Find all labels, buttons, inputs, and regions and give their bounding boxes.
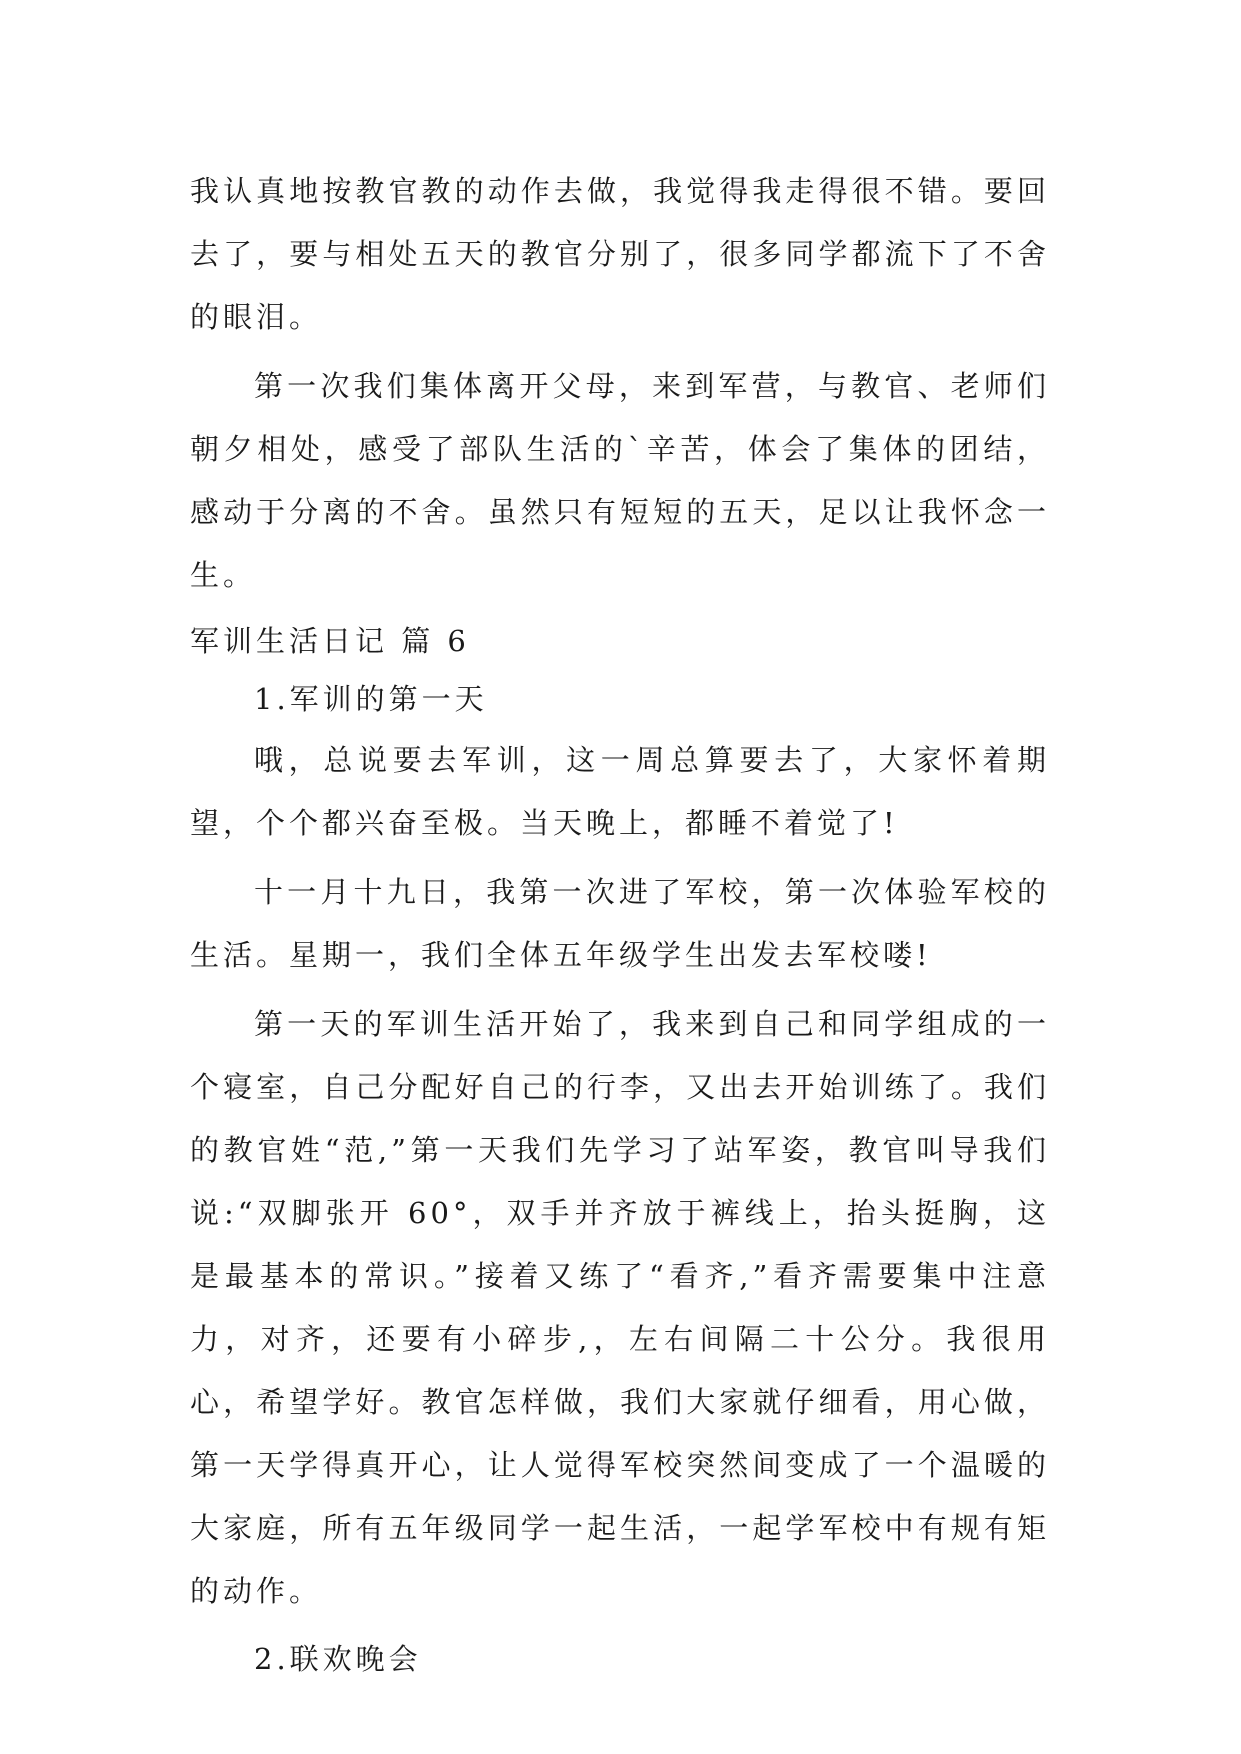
subsection-heading: 1.军训的第一天 xyxy=(254,682,488,716)
section-heading: 军训生活日记 篇 6 xyxy=(190,624,470,658)
subsection-heading: 2.联欢晚会 xyxy=(254,1642,422,1676)
paragraph: 我认真地按教官教的动作去做，我觉得我走得很不错。要回去了，要与相处五天的教官分别了，很多同学都流下了不舍的眼泪。 xyxy=(190,174,1050,334)
document-body xyxy=(190,160,1050,1689)
paragraph: 哦，总说要去军训，这一周总算要去了，大家怀着期望，个个都兴奋至极。当天晚上，都睡不着觉了! xyxy=(190,743,1050,840)
paragraph: 第一次我们集体离开父母，来到军营，与教官、老师们朝夕相处，感受了部队生活的`辛苦，体会了集体的团结，感动于分离的不舍。虽然只有短短的五天，足以让我怀念一生。 xyxy=(190,369,1050,592)
paragraph: 第一天的军训生活开始了，我来到自己和同学组成的一个寝室，自己分配好自己的行李，又出去开始训练了。我们的教官姓“范,”第一天我们先学习了站军姿，教官叫导我们说:“双脚张开 60°，双手并齐放于裤线上，抬头挺胸，这是最基本的常识。”接着又练了“看齐,”看齐需要集中注意力，对齐，还要有小碎步,，左右间隔二十公分。我很用心，希望学好。教官怎样做，我们大家就仔细看，用心做，第一天学得真开心，让人觉得军校突然间变成了一个温暖的大家庭，所有五年级同学一起生活，一起学军校中有规有矩的动作。 xyxy=(190,1007,1050,1608)
paragraph: 十一月十九日，我第一次进了军校，第一次体验军校的生活。星期一，我们全体五年级学生出发去军校喽! xyxy=(190,875,1050,972)
